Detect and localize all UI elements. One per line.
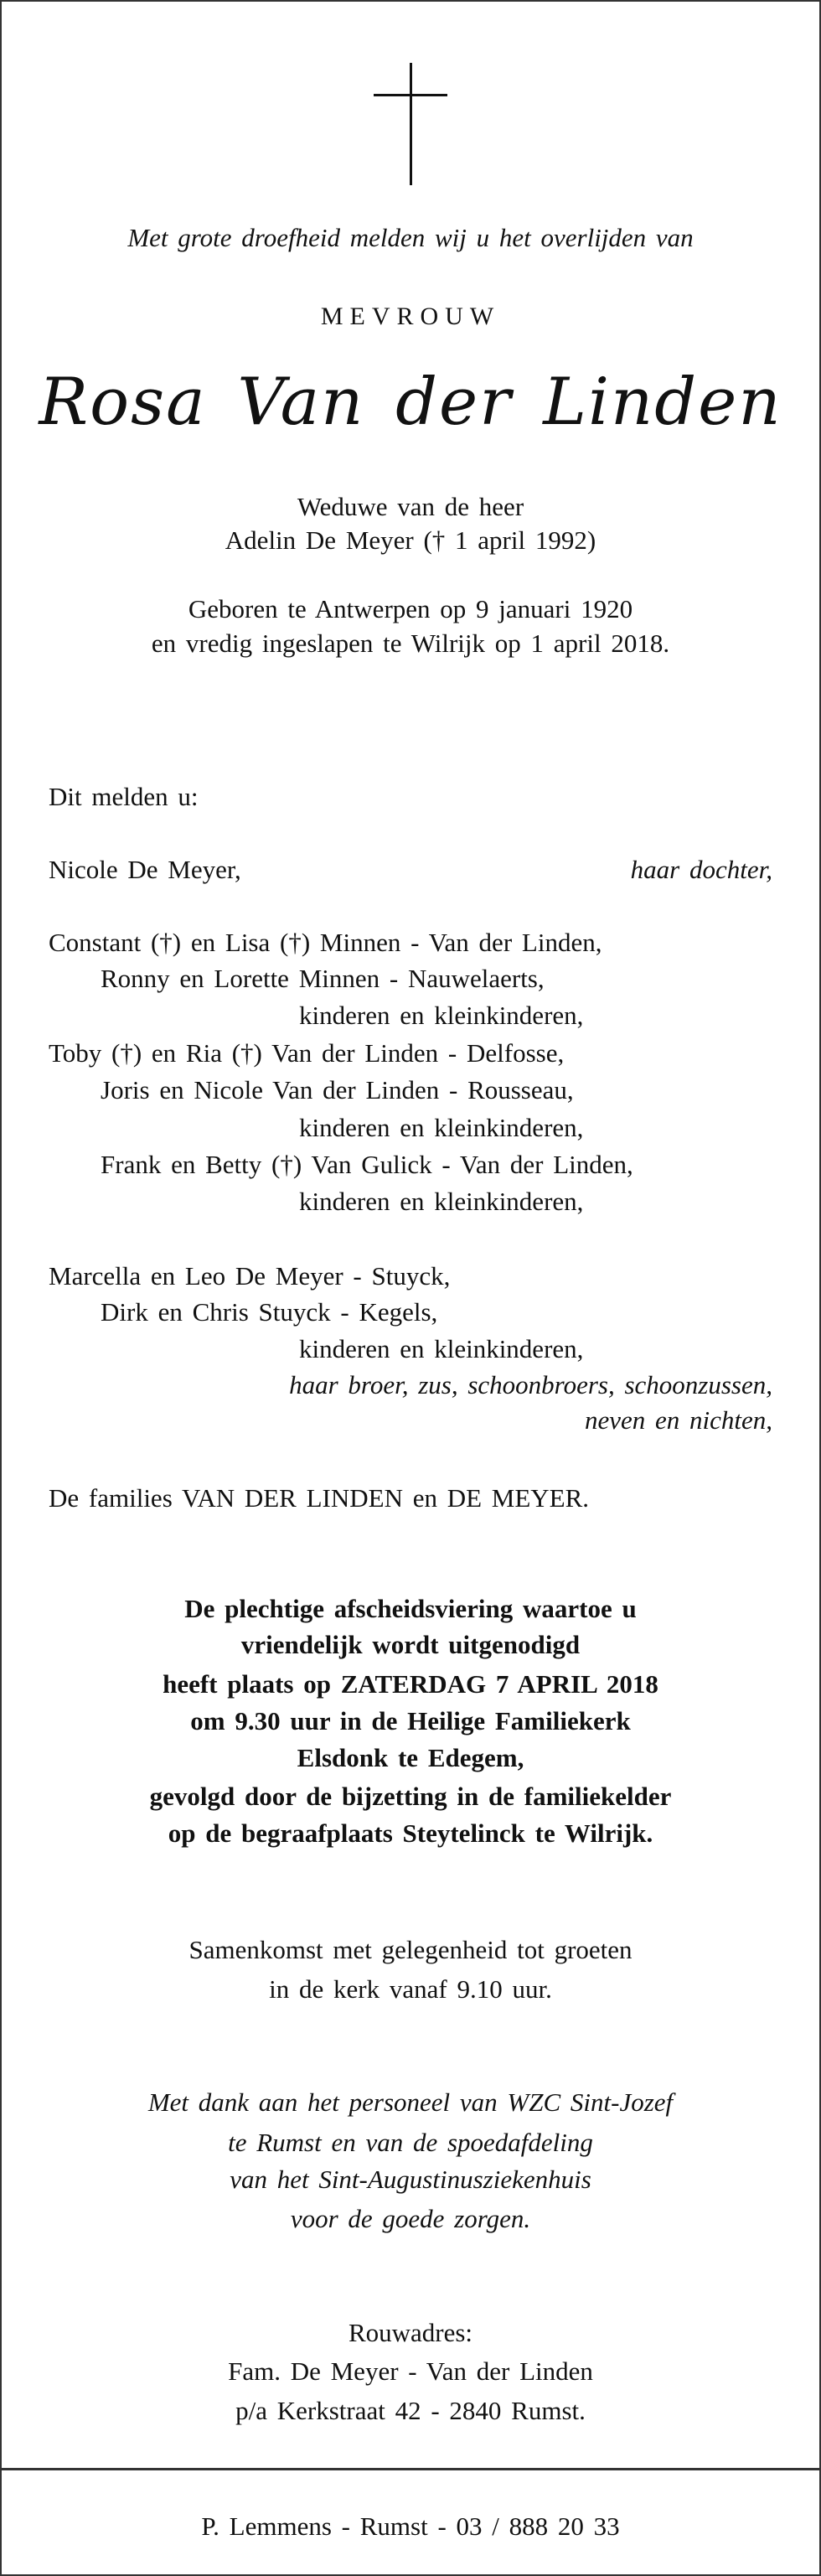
thanks-line: te Rumst en van de spoedafdeling — [228, 2128, 593, 2157]
thanks-line: van het Sint-Augustinusziekenhuis — [230, 2165, 591, 2194]
relatives-line-1: haar broer, zus, schoonbroers, schoonzussen, — [289, 1370, 772, 1399]
family-line: Joris en Nicole Van der Linden - Rousseau, — [101, 1075, 574, 1104]
ceremony-line: gevolgd door de bijzetting in de familiekelder — [149, 1782, 672, 1811]
family-line: kinderen en kleinkinderen, — [299, 1187, 584, 1216]
family-line: kinderen en kleinkinderen, — [299, 1113, 584, 1142]
address-line: Rouwadres: — [348, 2318, 473, 2347]
family-line: Frank en Betty (†) Van Gulick - Van der Linden, — [101, 1150, 633, 1179]
thanks-line: voor de goede zorgen. — [290, 2204, 531, 2233]
ceremony-line: op de begraafplaats Steytelinck te Wilrijk. — [168, 1818, 653, 1848]
intro-text: Met grote droefheid melden wij u het overlijden van — [127, 223, 694, 252]
died-line: en vredig ingeslapen te Wilrijk op 1 april 2018. — [151, 628, 670, 658]
footer-text: P. Lemmens - Rumst - 03 / 888 20 33 — [201, 2511, 620, 2541]
ceremony-line: Elsdonk te Edegem, — [297, 1743, 524, 1772]
footer-divider — [0, 2468, 821, 2470]
deceased-name: Rosa Van der Linden — [39, 365, 782, 440]
family-line: kinderen en kleinkinderen, — [299, 1001, 584, 1030]
widow-line-2: Adelin De Meyer († 1 april 1992) — [225, 525, 596, 555]
gathering-line: Samenkomst met gelegenheid tot groeten — [188, 1935, 633, 1964]
ceremony-line: De plechtige afscheidsviering waartoe u — [184, 1594, 637, 1623]
family-line: Marcella en Leo De Meyer - Stuyck, — [49, 1261, 451, 1291]
family-line: Dirk en Chris Stuyck - Kegels, — [101, 1297, 438, 1327]
daughter-role: haar dochter, — [630, 855, 772, 884]
family-line: Ronny en Lorette Minnen - Nauwelaerts, — [101, 964, 545, 993]
family-line: Toby (†) en Ria (†) Van der Linden - Delfosse, — [49, 1038, 565, 1068]
gathering-line: in de kerk vanaf 9.10 uur. — [269, 1974, 552, 2004]
cross-icon — [410, 63, 412, 185]
daughter-name: Nicole De Meyer, — [49, 855, 241, 884]
title-text: MEVROUW — [320, 303, 501, 330]
family-line: kinderen en kleinkinderen, — [299, 1334, 584, 1363]
relatives-line-2: neven en nichten, — [584, 1405, 772, 1435]
ceremony-line: vriendelijk wordt uitgenodigd — [240, 1630, 581, 1659]
cross-icon-bar — [374, 94, 447, 96]
families-line: De families VAN DER LINDEN en DE MEYER. — [49, 1483, 590, 1513]
family-line: Constant (†) en Lisa (†) Minnen - Van der Linden, — [49, 928, 602, 957]
ceremony-line: om 9.30 uur in de Heilige Familiekerk — [190, 1706, 631, 1735]
family-intro: Dit melden u: — [49, 782, 199, 811]
born-line: Geboren te Antwerpen op 9 januari 1920 — [188, 594, 633, 623]
address-line: p/a Kerkstraat 42 - 2840 Rumst. — [235, 2396, 586, 2425]
ceremony-line: heeft plaats op ZATERDAG 7 APRIL 2018 — [163, 1669, 658, 1699]
thanks-line: Met dank aan het personeel van WZC Sint-Jozef — [147, 2087, 674, 2117]
address-line: Fam. De Meyer - Van der Linden — [228, 2356, 593, 2386]
widow-line-1: Weduwe van de heer — [297, 492, 524, 521]
